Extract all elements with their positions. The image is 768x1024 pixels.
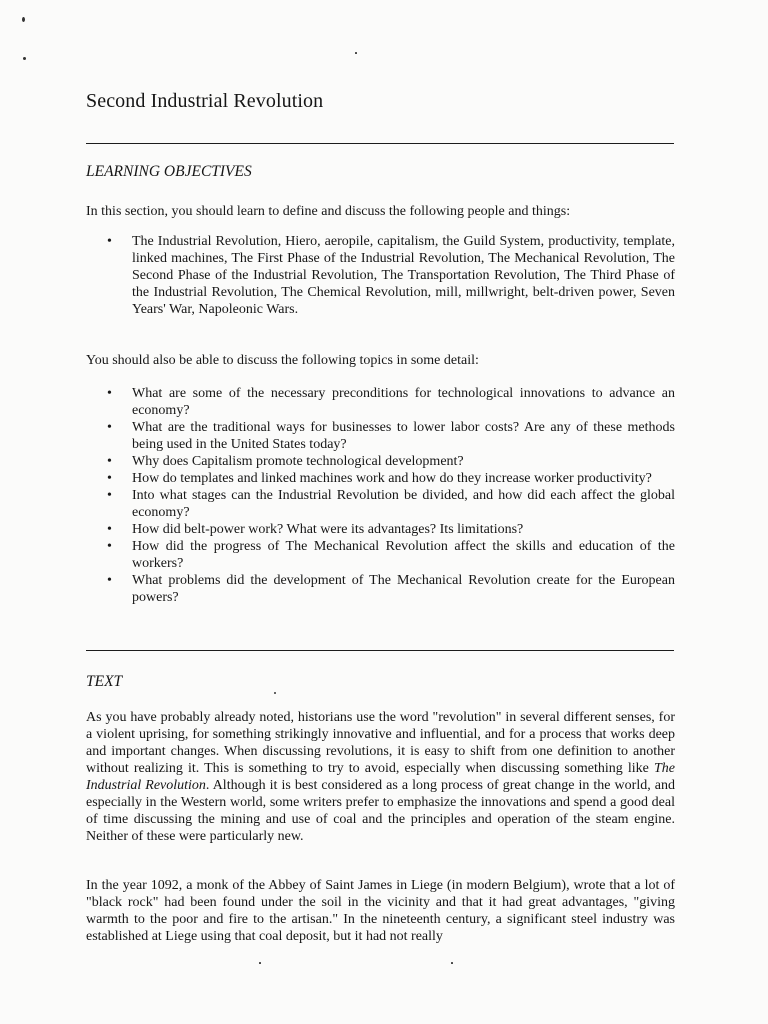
bullet-icon: •: [107, 573, 112, 588]
list-item: [102, 470, 675, 487]
topics-intro: You should also be able to discuss the following topics in some detail:: [86, 353, 479, 368]
list-item: [102, 385, 675, 419]
body-paragraph: [86, 709, 675, 845]
objectives-intro: In this section, you should learn to define and discuss the following people and things:: [86, 204, 571, 219]
text-heading: TEXT: [86, 673, 123, 690]
italic-title: The Industrial Revolution: [86, 761, 675, 793]
scan-speck: [355, 52, 357, 54]
list-item: [102, 572, 675, 606]
scan-speck: [274, 692, 276, 694]
bullet-icon: •: [107, 488, 112, 503]
bullet-icon: •: [107, 539, 112, 554]
topic-text: How did the progress of The Mechanical Revolution affect the skills and education of the workers?: [132, 539, 675, 571]
terms-list: [102, 233, 675, 318]
bullet-icon: •: [107, 471, 112, 486]
bullet-icon: •: [107, 386, 112, 401]
divider: [86, 143, 674, 144]
scan-speck: [23, 57, 26, 60]
list-item: [102, 487, 675, 521]
topics-list: [102, 385, 675, 606]
topic-text: What are some of the necessary preconditions for technological innovations to advance an economy?: [132, 386, 675, 418]
scan-speck: [451, 962, 453, 964]
bullet-icon: •: [107, 234, 112, 249]
bullet-icon: •: [107, 454, 112, 469]
list-item: [102, 521, 675, 538]
list-item: [102, 233, 675, 318]
paragraph-text: As you have probably already noted, historians use the word "revolution" in several different senses, for a violent uprising, for something strikingly innovative and influential, and for a process that works deep and important changes. When discussing revolutions, it is easy to shift from one definition to another without realizing it. This is something to try to avoid, especially when discussing something like: [86, 710, 675, 776]
topic-text: Why does Capitalism promote technological development?: [132, 454, 464, 469]
topic-text: What problems did the development of The Mechanical Revolution create for the European powers?: [132, 573, 675, 605]
bullet-icon: •: [107, 522, 112, 537]
paragraph-text: . Although it is best considered as a long process of great change in the world, and especially in the Western world, some writers prefer to emphasize the innovations and spend a good deal of time discussing the mining and use of coal and the principles and operation of the steam engine. Neither of these were particularly new.: [86, 778, 675, 844]
topic-text: What are the traditional ways for businesses to lower labor costs? Are any of these methods being used in the United States today?: [132, 420, 675, 452]
topic-text: Into what stages can the Industrial Revolution be divided, and how did each affect the global economy?: [132, 488, 675, 520]
body-paragraph: In the year 1092, a monk of the Abbey of Saint James in Liege (in modern Belgium), wrote that a lot of "black rock" had been found under the soil in the vicinity and that it had great advantages, "giving warmth to the poor and fire to the artisan." In the nineteenth century, a significant steel industry was established at Liege using that coal deposit, but it had not really: [86, 878, 675, 944]
topic-text: How do templates and linked machines work and how do they increase worker productivity?: [132, 471, 652, 486]
page-title: Second Industrial Revolution: [86, 90, 324, 112]
learning-objectives-heading: LEARNING OBJECTIVES: [86, 163, 252, 180]
topic-text: How did belt-power work? What were its advantages? Its limitations?: [132, 522, 524, 537]
divider: [86, 650, 674, 651]
list-item: [102, 538, 675, 572]
terms-text: The Industrial Revolution, Hiero, aeropile, capitalism, the Guild System, productivity, template, linked machines, The First Phase of the Industrial Revolution, The Mechanical Revolution, The Second Phase of the Industrial Revolution, The Transportation Revolution, The Third Phase of the Industrial Revolution, The Chemical Revolution, mill, millwright, belt-driven power, Seven Years' War, Napoleonic Wars.: [132, 234, 675, 317]
scan-speck: [22, 17, 25, 22]
scan-speck: [259, 962, 261, 964]
list-item: [102, 453, 675, 470]
bullet-icon: •: [107, 420, 112, 435]
list-item: [102, 419, 675, 453]
